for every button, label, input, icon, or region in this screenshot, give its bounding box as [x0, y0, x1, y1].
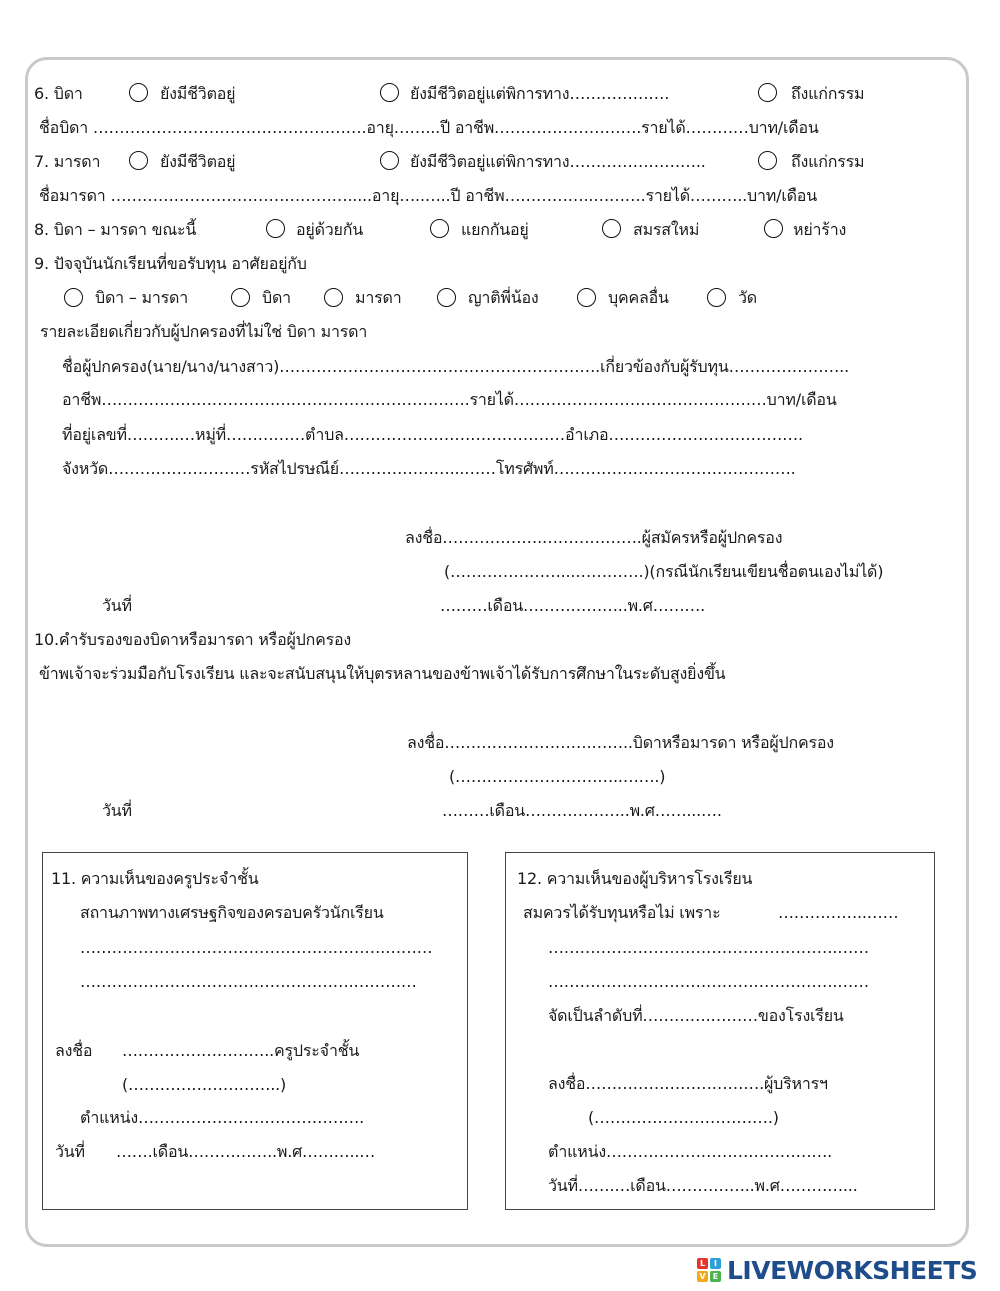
q11-heading: 11. ความเห็นของครูประจำชั้น — [51, 869, 259, 888]
q7-opt-deceased: ถึงแก่กรรม — [791, 152, 865, 171]
q6-radio-deceased[interactable] — [758, 83, 777, 102]
q9-radio-father[interactable] — [231, 288, 250, 307]
director-sign-line[interactable]: ลงชื่อ…………………………….ผู้บริหารฯ — [548, 1074, 828, 1093]
q9-opt-father: บิดา — [262, 288, 291, 307]
guardian-address-line[interactable]: ที่อยู่เลขที่……….…หมู่ที่……………ตำบล……………………………………อำเภอ………………………………. — [62, 425, 803, 444]
q6-opt-disabled: ยังมีชีวิตอยู่แต่พิการทาง………………. — [410, 84, 670, 103]
mother-details-line[interactable]: ชื่อมารดา ……………………………………….....อายุ…..…..ปี อาชีพ……………..……….รายได้………..บาท/เดือน — [39, 186, 817, 205]
q12-blank-1[interactable]: ……………………………………………….…… — [548, 938, 869, 957]
logo-tile-e: E — [710, 1271, 721, 1282]
q12-blank-2[interactable]: ……………………………………………….…… — [548, 972, 869, 991]
q9-radio-parents[interactable] — [64, 288, 83, 307]
q6-radio-disabled[interactable] — [380, 83, 399, 102]
teacher-sign-line[interactable]: ………………………..ครูประจำชั้น — [122, 1041, 360, 1060]
q11-blank-2[interactable]: …………………………………………….………… — [80, 972, 417, 991]
q10-statement: ข้าพเจ้าจะร่วมมือกับโรงเรียน และจะสนับสนุนให้บุตรหลานของข้าพเจ้าได้รับการศึกษาในระดับสูงยิ่งขึ้น — [39, 664, 726, 683]
teacher-sign-label: ลงชื่อ — [55, 1041, 93, 1060]
liveworksheets-logo-icon — [697, 1258, 721, 1282]
q12-heading: 12. ความเห็นของผู้บริหารโรงเรียน — [517, 869, 753, 888]
q11-subheading: สถานภาพทางเศรษฐกิจของครอบครัวนักเรียน — [80, 903, 384, 922]
q12-question: สมควรได้รับทุนหรือไม่ เพราะ — [523, 903, 721, 922]
q8-radio-separated[interactable] — [430, 219, 449, 238]
teacher-sign-paren[interactable]: (………………………..) — [122, 1075, 287, 1094]
guardian-name-line[interactable]: ชื่อผู้ปกครอง(นาย/นาง/นางสาว)…………………………………………………….เกี่ยวข้องกับผู้รับทุน………………….. — [62, 357, 849, 376]
liveworksheets-brand — [697, 1255, 977, 1285]
teacher-position-line[interactable]: ตำแหน่ง……………………………………. — [80, 1108, 365, 1127]
guardian-details-heading: รายละเอียดเกี่ยวกับผู้ปกครองที่ไม่ใช่ บิดา มารดา — [40, 322, 368, 341]
applicant-sign-paren[interactable]: (…………………...………….)(กรณีนักเรียนเขียนชื่อตนเองไม่ได้) — [444, 562, 884, 581]
q9-opt-parents: บิดา – มารดา — [95, 288, 189, 307]
applicant-date-label: วันที่ — [102, 596, 132, 615]
q9-opt-relatives: ญาติพี่น้อง — [468, 288, 539, 307]
q7-opt-alive: ยังมีชีวิตอยู่ — [160, 152, 236, 171]
q9-opt-others: บุคคลอื่น — [608, 288, 669, 307]
director-date-line[interactable]: วันที่…….…เดือน……………..พ.ศ…………... — [548, 1176, 858, 1195]
q8-opt-divorced: หย่าร้าง — [793, 220, 847, 239]
director-position-line[interactable]: ตำแหน่ง……………………………………. — [548, 1142, 833, 1161]
q8-radio-together[interactable] — [266, 219, 285, 238]
q12-blank-0[interactable]: ……………..…… — [778, 903, 899, 922]
q7-opt-disabled: ยังมีชีวิตอยู่แต่พิการทาง…………………….. — [410, 152, 706, 171]
q8-opt-together: อยู่ด้วยกัน — [296, 220, 363, 239]
q9-radio-others[interactable] — [577, 288, 596, 307]
q8-label: 8. บิดา – มารดา ขณะนี้ — [34, 220, 197, 239]
q9-opt-mother: มารดา — [355, 288, 402, 307]
parent-date-label: วันที่ — [102, 801, 132, 820]
q6-opt-alive: ยังมีชีวิตอยู่ — [160, 84, 236, 103]
parent-sign-line[interactable]: ลงชื่อ……………………….……..บิดาหรือมารดา หรือผู้ปกครอง — [407, 733, 834, 752]
logo-tile-l: L — [697, 1258, 708, 1269]
teacher-date-label: วันที่ — [55, 1142, 85, 1161]
teacher-date-line[interactable]: …….เดือน……………..พ.ศ………..… — [116, 1142, 376, 1161]
q6-radio-alive[interactable] — [129, 83, 148, 102]
q6-label: 6. บิดา — [34, 84, 83, 103]
q6-opt-deceased: ถึงแก่กรรม — [791, 84, 865, 103]
applicant-date-line[interactable]: ………เดือน………………..พ.ศ………. — [440, 596, 706, 615]
q7-label: 7. มารดา — [34, 152, 101, 171]
parent-sign-paren[interactable]: (…………………………..…….) — [449, 767, 666, 786]
logo-tile-v: V — [697, 1271, 708, 1282]
q8-radio-divorced[interactable] — [764, 219, 783, 238]
q7-radio-disabled[interactable] — [380, 151, 399, 170]
q11-blank-1[interactable]: ………………………………………………….……… — [80, 938, 433, 957]
q8-opt-remarried: สมรสใหม่ — [633, 220, 700, 239]
q12-rank-line[interactable]: จัดเป็นลำดับที่………….………ของโรงเรียน — [548, 1006, 844, 1025]
parent-date-line[interactable]: ………เดือน………………..พ.ศ……...…. — [442, 801, 722, 820]
applicant-sign-line[interactable]: ลงชื่อ……………….……………….ผู้สมัครหรือผู้ปกครอง — [405, 528, 783, 547]
q9-radio-mother[interactable] — [324, 288, 343, 307]
q9-radio-relatives[interactable] — [437, 288, 456, 307]
q9-label: 9. ปัจจุบันนักเรียนที่ขอรับทุน อาศัยอยู่กับ — [34, 254, 307, 273]
q9-opt-temple: วัด — [738, 288, 757, 307]
q8-radio-remarried[interactable] — [602, 219, 621, 238]
q7-radio-alive[interactable] — [129, 151, 148, 170]
q10-heading: 10.คำรับรองของบิดาหรือมารดา หรือผู้ปกครอง — [34, 630, 352, 649]
director-sign-paren[interactable]: (…………………………….) — [588, 1108, 779, 1127]
father-details-line[interactable]: ชื่อบิดา …………………………………………….อายุ……...ปี อาชีพ……………………….รายได้…………บาท/เดือน — [39, 118, 819, 137]
q8-opt-separated: แยกกันอยู่ — [461, 220, 529, 239]
q7-radio-deceased[interactable] — [758, 151, 777, 170]
q9-radio-temple[interactable] — [707, 288, 726, 307]
guardian-province-line[interactable]: จังหวัด………………………รหัสไปรษณีย์…………………...……โทรศัพท์………………………………………. — [62, 459, 796, 478]
brand-text: LIVEWORKSHEETS — [727, 1255, 978, 1285]
guardian-occupation-line[interactable]: อาชีพ…………………………………………………………….รายได้…………………………………………บาท/เดือน — [62, 390, 837, 409]
logo-tile-i: I — [710, 1258, 721, 1269]
